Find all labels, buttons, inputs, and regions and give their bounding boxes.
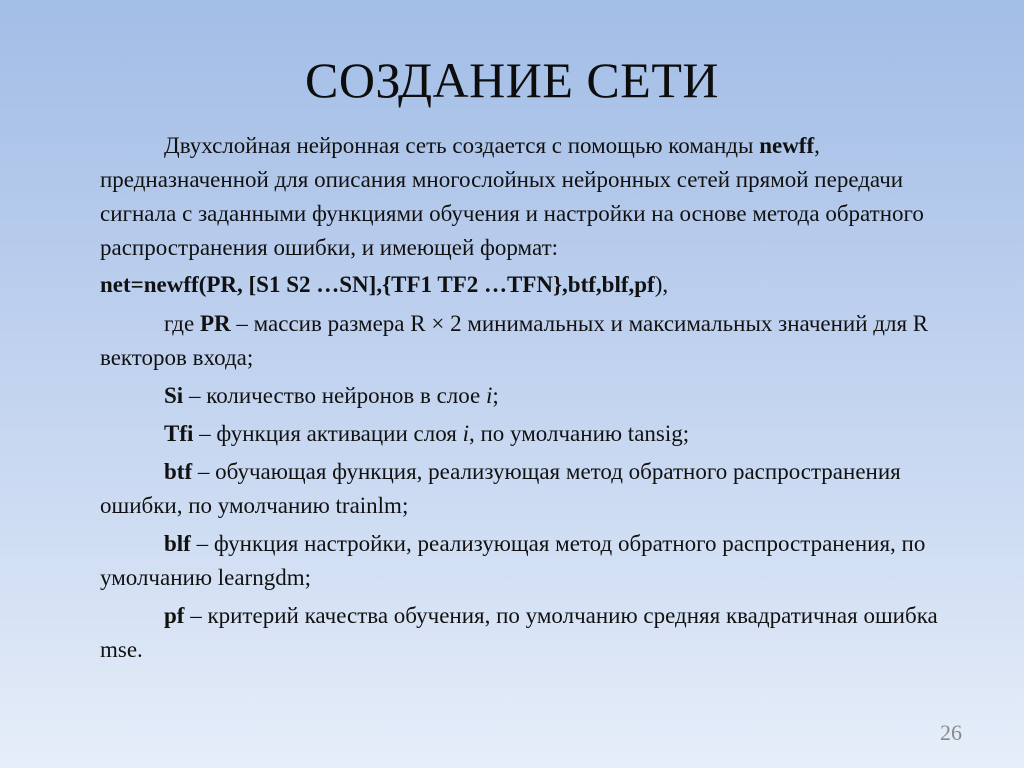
param-btf-name: btf	[164, 459, 193, 484]
param-tfi-description-1: – функция активации слоя	[193, 421, 463, 446]
param-pf-name: pf	[164, 603, 185, 628]
page-number: 26	[940, 720, 962, 745]
format-trailing: ,	[662, 272, 669, 297]
slide-title: СОЗДАНИЕ СЕТИ	[305, 52, 719, 108]
newff-command: newff	[759, 133, 815, 158]
param-blf-description: – функция настройки, реализующая метод обратного распространения, по умолчанию learngdm;	[100, 531, 926, 590]
intro-text-2: , предназначенной для описания многослойных нейронных сетей прямой передачи сигнала с заданными функциями обучения и настройки на основе метода обратного распространения ошибки, и имеющей формат:	[100, 133, 924, 260]
param-pf-description: – критерий качества обучения, по умолчанию средняя квадратичная ошибка mse.	[100, 603, 938, 662]
param-btf	[100, 455, 940, 523]
param-pr	[100, 307, 940, 375]
param-tfi-name: Tfi	[164, 421, 194, 446]
intro-text-1: Двухслойная нейронная сеть создается с помощью команды	[164, 133, 760, 158]
param-pf	[100, 599, 940, 667]
param-si	[100, 379, 940, 413]
param-pr-name: PR	[199, 311, 231, 336]
param-si-name: Si	[164, 383, 184, 408]
param-pr-description: – массив размера R × 2 минимальных и максимальных значений для R векторов входа;	[100, 311, 929, 370]
param-si-description-2: ;	[492, 383, 499, 408]
param-tfi-description-2: , по умолчанию tansig;	[469, 421, 690, 446]
param-tfi	[100, 417, 940, 451]
param-si-index: i	[486, 383, 493, 408]
param-tfi-index: i	[462, 421, 469, 446]
param-btf-description: – обучающая функция, реализующая метод обратного распространения ошибки, по умолчанию trainlm;	[100, 459, 901, 518]
param-blf-name: blf	[164, 531, 191, 556]
param-blf	[100, 527, 940, 595]
intro-paragraph	[100, 129, 940, 265]
format-closing: )	[654, 272, 663, 297]
param-si-description-1: – количество нейронов в слое	[183, 383, 487, 408]
format-paragraph	[100, 268, 940, 302]
slide-body	[100, 129, 940, 671]
format-syntax: net=newff(PR, [S1 S2 …SN],{TF1 TF2 …TFN},btf,blf,pf	[100, 272, 655, 297]
param-pr-prefix: где	[164, 311, 200, 336]
